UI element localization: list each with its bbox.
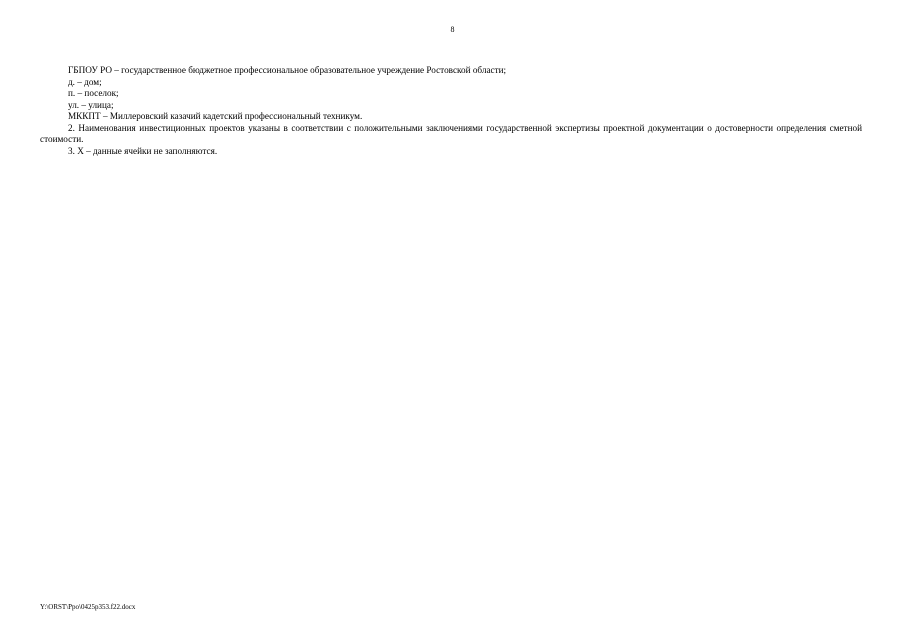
- file-path-footer: Y:\ORST\Ppo\0425p353.f22.docx: [40, 603, 136, 611]
- note-project-names: 2. Наименования инвестиционных проектов указаны в соответствии с положительными заключениями государственной экспертизы проектной документации о достоверности определения сметной стоимости.: [40, 122, 862, 144]
- note-empty-cells: 3. Х – данные ячейки не заполняются.: [68, 145, 218, 156]
- abbreviation-house: д. – дом;: [68, 76, 102, 87]
- abbreviation-gbpou: ГБПОУ РО – государственное бюджетное профессиональное образовательное учреждение Ростовской области;: [68, 65, 507, 75]
- page-number: 8: [450, 25, 455, 34]
- abbreviation-mkkpt: МККПТ – Миллеровский казачий кадетский профессиональный техникум.: [68, 111, 363, 121]
- abbreviation-street: ул. – улица;: [68, 99, 114, 110]
- abbreviation-settlement: п. – поселок;: [68, 88, 119, 98]
- document-body: [40, 65, 862, 157]
